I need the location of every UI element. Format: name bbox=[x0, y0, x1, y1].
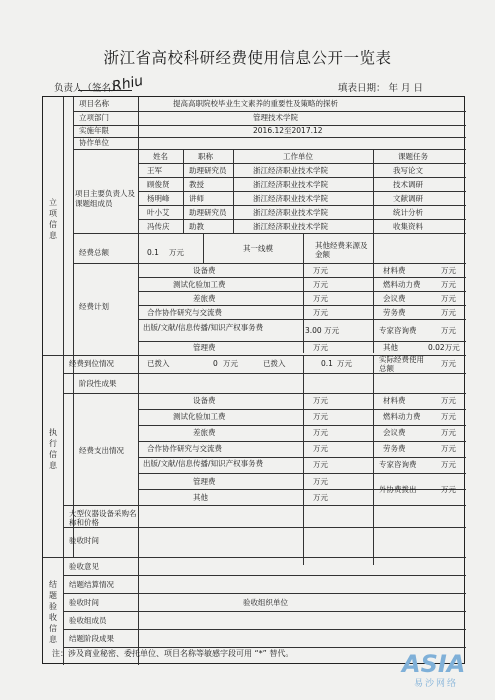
budget-item-value: 万元 bbox=[441, 326, 456, 335]
staff-row-title: 助教 bbox=[189, 222, 204, 231]
staff-row-task: 我写论文 bbox=[393, 166, 423, 175]
spend-item-value: 万元 bbox=[441, 396, 456, 405]
equip-label: 大型仪器设备采购名称和价格 bbox=[69, 509, 137, 527]
spend-item-value: 万元 bbox=[313, 396, 328, 405]
spend-item-label: 差旅费 bbox=[193, 428, 216, 437]
staff-row-unit: 浙江经济职业技术学院 bbox=[253, 222, 328, 231]
result-row-label: 结题阶段成果 bbox=[69, 634, 114, 643]
spend-item-value: 万元 bbox=[313, 428, 328, 437]
used-unit: 万元 bbox=[441, 359, 456, 368]
allocated-label: 已拨入 bbox=[147, 359, 170, 368]
budget-item-value: 万元 bbox=[441, 280, 456, 289]
project-name-label: 项目名称 bbox=[79, 99, 109, 108]
budget-item-label: 会议费 bbox=[383, 294, 406, 303]
project-name: 提高高职院校毕业生文素养的重要性及策略的探析 bbox=[173, 99, 338, 108]
budget-item-label: 劳务费 bbox=[383, 308, 406, 317]
staff-row-name: 杨明峰 bbox=[147, 194, 170, 203]
budget-item-value: 万元 bbox=[441, 308, 456, 317]
progress-label: 阶段性成果 bbox=[79, 379, 117, 388]
spend-label: 经费支出情况 bbox=[79, 446, 124, 455]
spend-item-value: 万元 bbox=[441, 412, 456, 421]
spend-item-value: 万元 bbox=[313, 412, 328, 421]
budget-item-label: 差旅费 bbox=[193, 294, 216, 303]
budget-item-value: 万元 bbox=[313, 308, 328, 317]
exec-mgmt-label: 管理费 bbox=[193, 477, 216, 486]
period-label: 实施年限 bbox=[79, 126, 109, 135]
footer-note: 注：涉及商业秘密、委托单位、项目名称等敏感字段可用 “*” 替代。 bbox=[52, 649, 294, 658]
budget-item-label: 专家咨询费 bbox=[379, 326, 417, 335]
staff-row-task: 技术调研 bbox=[393, 180, 423, 189]
result-row-label: 结题结算情况 bbox=[69, 580, 114, 589]
staff-row-unit: 浙江经济职业技术学院 bbox=[253, 166, 328, 175]
spend-item-label: 专家咨询费 bbox=[379, 460, 417, 469]
used-label: 实际经费使用总额 bbox=[379, 355, 424, 373]
funding-value: 0.1 bbox=[147, 248, 159, 257]
spend-item-label: 会议费 bbox=[383, 428, 406, 437]
budget-item-label: 测试化验加工费 bbox=[173, 280, 226, 289]
staff-row-title: 助理研究员 bbox=[189, 208, 227, 217]
allocated-value: 0 bbox=[213, 359, 218, 368]
result-row-label: 验收时间 bbox=[69, 598, 99, 607]
staff-row-name: 王军 bbox=[147, 166, 162, 175]
other-paid-unit: 万元 bbox=[441, 485, 456, 494]
staff-header-unit: 工作单位 bbox=[283, 152, 313, 161]
spend-item-value: 万元 bbox=[441, 428, 456, 437]
period-value: 2016.12至2017.12 bbox=[253, 126, 323, 135]
staff-row-unit: 浙江经济职业技术学院 bbox=[253, 194, 328, 203]
budget-item-label: 燃料动力费 bbox=[383, 280, 421, 289]
mgmt-label: 管理费 bbox=[193, 343, 216, 352]
staff-row-unit: 浙江经济职业技术学院 bbox=[253, 208, 328, 217]
budget-item-label: 设备费 bbox=[193, 266, 216, 275]
spend-item-value: 万元 bbox=[441, 460, 456, 469]
budget-label: 经费计划 bbox=[79, 302, 109, 311]
collab-label: 协作单位 bbox=[79, 138, 109, 147]
fill-date: 填表日期： 年 月 日 bbox=[338, 83, 424, 94]
paid-unit: 万元 bbox=[337, 359, 352, 368]
staff-header-name: 姓名 bbox=[153, 152, 168, 161]
exec-side-label: 执行信息 bbox=[49, 428, 57, 470]
spend-item-label: 燃料动力费 bbox=[383, 412, 421, 421]
spend-item-value: 万元 bbox=[313, 460, 328, 469]
spend-item-value: 万元 bbox=[313, 444, 328, 453]
staff-header-title: 职称 bbox=[198, 152, 213, 161]
svg-text:ASIA: ASIA bbox=[402, 650, 466, 676]
budget-item-value: 万元 bbox=[441, 266, 456, 275]
staff-label: 项目主要负责人及课题组成员 bbox=[75, 189, 135, 208]
funding-label: 经费总额 bbox=[79, 248, 109, 257]
other-funding-label: 其他经费来源及金额 bbox=[315, 241, 368, 259]
dept-label: 立项部门 bbox=[79, 113, 109, 122]
budget-item-value: 万元 bbox=[441, 294, 456, 303]
budget-other-label: 其他 bbox=[383, 343, 398, 352]
spend-item-label: 材料费 bbox=[383, 396, 406, 405]
kind-label: 其一线模 bbox=[243, 244, 273, 253]
budget-item-label: 合作协作研究与交流费 bbox=[147, 308, 222, 317]
result-row-label: 验收组成员 bbox=[69, 616, 107, 625]
review-label: 验收组织单位 bbox=[243, 598, 288, 607]
staff-row-task: 收集资料 bbox=[393, 222, 423, 231]
budget-item-value: 万元 bbox=[313, 266, 328, 275]
spend-item-label: 劳务费 bbox=[383, 444, 406, 453]
staff-row-unit: 浙江经济职业技术学院 bbox=[253, 180, 328, 189]
staff-row-title: 助理研究员 bbox=[189, 166, 227, 175]
staff-row-title: 教授 bbox=[189, 180, 204, 189]
budget-item-label: 出版/文献/信息传播/知识产权事务费 bbox=[143, 323, 264, 332]
signature: Rhiu bbox=[110, 72, 145, 96]
dept-value: 管理技术学院 bbox=[253, 113, 298, 122]
paid-value: 0.1 bbox=[321, 359, 333, 368]
page-title: 浙江省高校科研经费使用信息公开一览表 bbox=[103, 49, 392, 67]
info-table bbox=[42, 96, 465, 664]
result-side-label: 结题验收信息 bbox=[49, 580, 57, 644]
staff-row-title: 讲师 bbox=[189, 194, 204, 203]
result-row-label: 验收意见 bbox=[69, 562, 99, 571]
staff-row-name: 叶小艾 bbox=[147, 208, 170, 217]
logo-subtitle: 易沙网络 bbox=[414, 679, 459, 689]
budget-item-value: 万元 bbox=[313, 280, 328, 289]
budget-item-value: 3.00 万元 bbox=[305, 326, 340, 335]
spend-item-label: 测试化验加工费 bbox=[173, 412, 226, 421]
other-paid-label: 外协费拨出 bbox=[379, 485, 417, 494]
exec-other-unit: 万元 bbox=[313, 493, 328, 502]
staff-row-task: 统计分析 bbox=[393, 208, 423, 217]
budget-other-value: 0.02万元 bbox=[428, 343, 460, 352]
spend-item-value: 万元 bbox=[441, 444, 456, 453]
paid-label: 已拨入 bbox=[263, 359, 286, 368]
exec-mgmt-unit: 万元 bbox=[313, 477, 328, 486]
result-row-label: 验收时间 bbox=[69, 536, 99, 545]
spend-item-label: 设备费 bbox=[193, 396, 216, 405]
spend-item-label: 合作协作研究与交流费 bbox=[147, 444, 222, 453]
staff-row-name: 顾俊贤 bbox=[147, 180, 170, 189]
staff-header-task: 课题任务 bbox=[398, 152, 428, 161]
arrival-label: 经费到位情况 bbox=[69, 359, 114, 368]
budget-item-value: 万元 bbox=[313, 294, 328, 303]
mgmt-unit: 万元 bbox=[313, 343, 328, 352]
staff-row-name: 冯传庆 bbox=[147, 222, 170, 231]
funding-unit: 万元 bbox=[169, 248, 184, 257]
staff-row-task: 文献调研 bbox=[393, 194, 423, 203]
spend-item-label: 出版/文献/信息传播/知识产权事务费 bbox=[143, 459, 264, 468]
allocated-unit: 万元 bbox=[223, 359, 238, 368]
budget-item-label: 材料费 bbox=[383, 266, 406, 275]
exec-other-label: 其他 bbox=[193, 493, 208, 502]
responsible-label: 负责人（签名）： bbox=[54, 83, 126, 94]
project-side-label: 立项信息 bbox=[49, 198, 57, 240]
